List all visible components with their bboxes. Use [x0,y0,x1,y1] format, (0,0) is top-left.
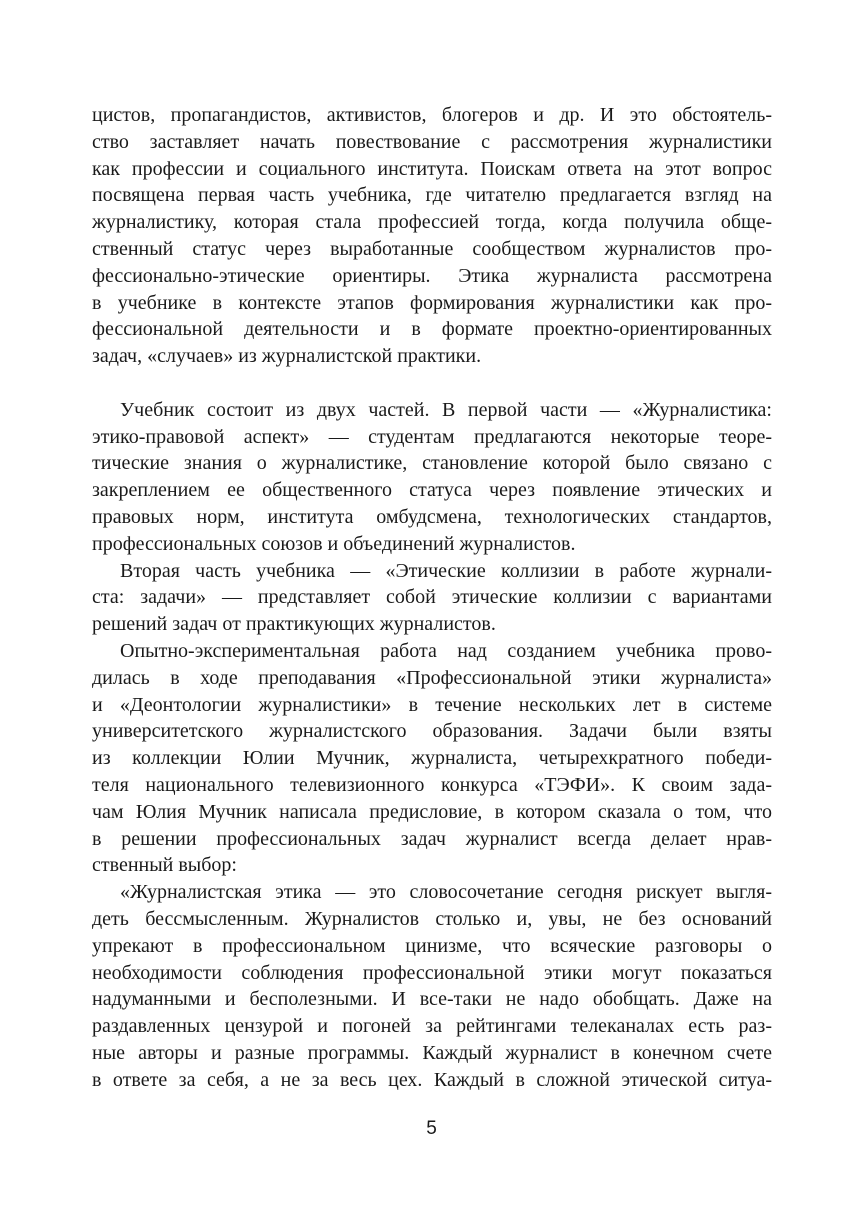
paragraph-quote [92,879,772,1093]
text-line: упрекают в профессиональном цинизме, что всяческие разговоры о [92,934,772,957]
paragraph-experimental-work [92,638,772,879]
text-line: цистов, пропагандистов, активистов, блогеров и др. И это обстоятель- [92,104,772,126]
paragraph-intro-continued [92,102,772,370]
text-line: ственный выбор: [92,854,237,877]
text-line: посвящена первая часть учебника, где читателю предлагается взгляд на [92,184,772,207]
text-line: дилась в ходе преподавания «Профессиональной этики журналиста» [92,666,772,689]
text-line: ные авторы и разные программы. Каждый журналист в конечном счете [92,1041,772,1064]
page-body [92,102,772,1093]
text-line: как профессии и социального института. Поискам ответа на этот вопрос [92,157,772,180]
text-line: в решении профессиональных задач журналист всегда делает нрав- [92,827,772,850]
text-line: в ответе за себя, а не за весь цех. Каждый в сложной этической ситуа- [92,1068,772,1091]
paragraph-second-part [92,558,772,638]
text-line: тические знания о журналистике, становление которой было связано с [92,452,772,475]
text-line: журналистику, которая стала профессией тогда, когда получила обще- [92,211,772,234]
text-line: в учебнике в контексте этапов формирования журналистики как про- [92,291,772,314]
paragraph-structure [92,397,772,558]
text-line: из коллекции Юлии Мучник, журналиста, четырехкратного победи- [92,747,772,770]
text-line: задач, «случаев» из журналистской практики. [92,345,482,368]
text-line: раздавленных цензурой и погоней за рейтингами телеканалах есть раз- [92,1015,772,1038]
text-line: фессионально-этические ориентиры. Этика журналиста рассмотрена [92,264,772,287]
paragraph-spacer [92,370,772,397]
page-number: 5 [426,1118,437,1139]
text-line: теля национального телевизионного конкурса «ТЭФИ». К своим зада- [92,773,772,796]
text-line: деть бессмысленным. Журналистов столько и, увы, не без оснований [92,907,772,930]
text-line: Вторая часть учебника — «Этические коллизии в работе журнали- [120,559,772,582]
text-line: Учебник состоит из двух частей. В первой части — «Журналистика: [120,398,772,421]
text-line: ство заставляет начать повествование с рассмотрения журналистики [92,130,772,153]
text-line: решений задач от практикующих журналистов. [92,613,496,636]
text-line: и «Деонтологии журналистики» в течение нескольких лет в системе [92,693,772,716]
text-line: Опытно-экспериментальная работа над созданием учебника прово- [120,639,772,662]
text-line: необходимости соблюдения профессиональной этики могут показаться [92,961,772,984]
text-line: ственный статус через выработанные сообществом журналистов про- [92,237,772,260]
text-line: чам Юлия Мучник написала предисловие, в котором сказала о том, что [92,800,772,823]
text-line: фессиональной деятельности и в формате проектно-ориентированных [92,318,772,341]
text-line: университетского журналистского образования. Задачи были взяты [92,720,772,743]
text-line: «Журналистская этика — это словосочетание сегодня рискует выгля- [120,881,772,904]
text-line: профессиональных союзов и объединений журналистов. [92,532,576,555]
text-line: правовых норм, института омбудсмена, технологических стандартов, [92,505,772,528]
text-line: надуманными и бесполезными. И все-таки не надо обобщать. Даже на [92,988,772,1011]
text-line: закреплением ее общественного статуса через появление этических и [92,479,772,502]
text-line: ста: задачи» — представляет собой этические коллизии с вариантами [92,586,772,609]
text-line: этико-правовой аспект» — студентам предлагаются некоторые теоре- [92,425,772,448]
